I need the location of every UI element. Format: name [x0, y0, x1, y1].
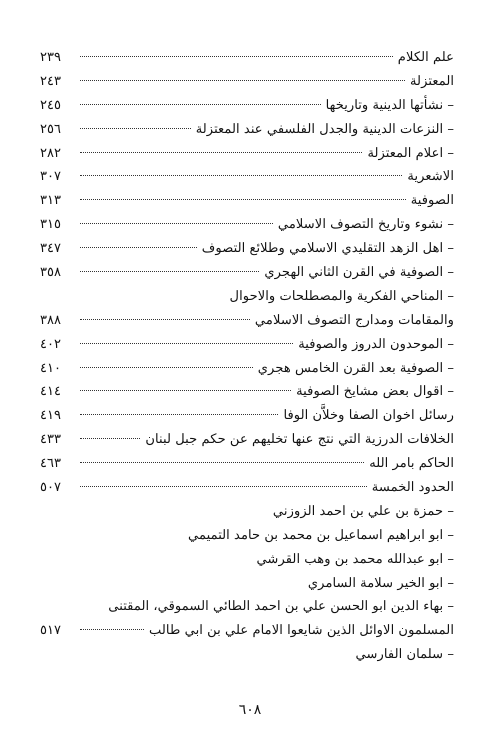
toc-entry — [40, 213, 454, 237]
toc-entry-page: ٥٠٧ — [40, 480, 61, 496]
toc-entry — [40, 404, 454, 428]
toc-entry-title: – ابو ابراهيم اسماعيل بن محمد بن حامد التميمي — [187, 527, 454, 543]
dot-leader — [80, 128, 191, 129]
toc-entry-title: رسائل اخوان الصفا وخلاَّن الوفا — [283, 408, 454, 424]
page-number-footer: ٦٠٨ — [238, 702, 262, 718]
toc-entry-page: ٢٨٢ — [40, 145, 61, 161]
toc-entry-title: – اهل الزهد التقليدي الاسلامي وطلائع التصوف — [201, 241, 454, 257]
toc-entry-title: الاشعرية — [407, 169, 454, 185]
toc-entry — [40, 619, 454, 643]
toc-entry-title: – نشأتها الدينية وتاريخها — [325, 97, 454, 113]
toc-entry — [40, 428, 454, 452]
toc-entry-title: – حمزة بن علي بن احمد الزوزني — [272, 503, 454, 519]
toc-entry-page: ٥١٧ — [40, 623, 61, 639]
toc-entry — [40, 309, 454, 333]
dot-leader — [80, 414, 278, 415]
toc-entry — [40, 165, 454, 189]
toc-entry — [40, 595, 454, 619]
toc-entry-page: ٤١٠ — [40, 360, 61, 376]
toc-entry — [40, 189, 454, 213]
toc-entry — [40, 142, 454, 166]
toc-entry-page: ٣٠٧ — [40, 169, 61, 185]
toc-entry-title: المعتزلة — [409, 73, 454, 89]
dot-leader — [80, 152, 362, 153]
dot-leader — [80, 104, 321, 105]
toc-entry-title: – المناحي الفكرية والمصطلحات والاحوال — [229, 288, 454, 304]
dot-leader — [80, 56, 393, 57]
toc-entry-page: ٣٤٧ — [40, 241, 61, 257]
toc-entry-page: ٣٥٨ — [40, 265, 61, 281]
toc-entry-title: والمقامات ومدارج التصوف الاسلامي — [254, 312, 454, 328]
dot-leader — [80, 319, 250, 320]
toc-entry-title: – الموحدون الدروز والصوفية — [298, 336, 454, 352]
toc-entry-page: ٣١٥ — [40, 217, 61, 233]
toc-entry — [40, 261, 454, 285]
dot-leader — [80, 629, 144, 630]
toc-entry-page: ٤١٤ — [40, 384, 61, 400]
toc-entry-title: – اعلام المعتزلة — [367, 145, 454, 161]
toc-entry-title: علم الكلام — [397, 50, 454, 65]
toc-entry-page: ٢٤٥ — [40, 97, 61, 113]
toc-entry-title: – النزعات الدينية والجدل الفلسفي عند المعتزلة — [195, 121, 454, 137]
dot-leader — [80, 438, 140, 439]
toc-entry — [40, 380, 454, 404]
toc-entry — [40, 643, 454, 667]
toc-entry-title: – ابو الخير سلامة السامري — [307, 575, 454, 591]
toc-entry-title: – سلمان الفارسي — [355, 647, 454, 663]
toc-entry-title: الحاكم بامر الله — [369, 456, 454, 472]
toc-entry-page: ٢٤٣ — [40, 73, 61, 89]
dot-leader — [80, 80, 405, 81]
toc-entry — [40, 285, 454, 309]
toc-entry — [40, 94, 454, 118]
dot-leader — [80, 462, 364, 463]
toc-entry — [40, 237, 454, 261]
toc-entry — [40, 476, 454, 500]
dot-leader — [80, 199, 406, 200]
toc-entry-page: ٤٣٣ — [40, 432, 61, 448]
dot-leader — [80, 271, 259, 272]
toc-entry — [40, 500, 454, 524]
toc-entry-page: ٢٥٦ — [40, 121, 61, 137]
toc-entry-title: – نشوء وتاريخ التصوف الاسلامي — [277, 217, 454, 233]
table-of-contents — [40, 46, 454, 667]
dot-leader — [80, 367, 253, 368]
toc-entry-title: – اقوال بعض مشايخ الصوفية — [296, 384, 454, 400]
toc-entry-title: الصوفية — [410, 193, 454, 209]
toc-entry — [40, 548, 454, 572]
toc-entry — [40, 46, 454, 70]
dot-leader — [80, 175, 402, 176]
dot-leader — [80, 486, 367, 487]
toc-entry — [40, 70, 454, 94]
toc-entry-page: ٤١٩ — [40, 408, 61, 424]
toc-entry — [40, 452, 454, 476]
toc-entry-page: ٤٦٣ — [40, 456, 61, 472]
toc-entry-page: ٣١٣ — [40, 193, 61, 209]
toc-entry — [40, 357, 454, 381]
toc-entry-title: – الصوفية في القرن الثاني الهجري — [264, 265, 454, 281]
toc-entry-title: – الصوفية بعد القرن الخامس هجري — [257, 360, 454, 376]
toc-entry-page: ٤٠٢ — [40, 336, 61, 352]
dot-leader — [80, 343, 293, 344]
toc-entry-title: – ابو عبدالله محمد بن وهب القرشي — [256, 551, 454, 567]
dot-leader — [80, 223, 273, 224]
toc-entry-title: الخلافات الدرزية التي نتج عنها تخليهم عن حكم جبل لبنان — [145, 432, 454, 448]
dot-leader — [80, 247, 197, 248]
toc-entry — [40, 333, 454, 357]
toc-entry-page: ٣٨٨ — [40, 312, 61, 328]
toc-entry-title: – بهاء الدين ابو الحسن علي بن احمد الطائي السموقي، المقتنى — [108, 599, 454, 615]
toc-entry — [40, 572, 454, 596]
toc-entry — [40, 524, 454, 548]
toc-entry-title: المسلمون الاوائل الذين شايعوا الامام علي بن ابي طالب — [148, 623, 454, 639]
toc-entry — [40, 118, 454, 142]
toc-entry-title: الحدود الخمسة — [371, 480, 454, 496]
dot-leader — [80, 390, 291, 391]
toc-entry-page: ٢٣٩ — [40, 50, 61, 65]
